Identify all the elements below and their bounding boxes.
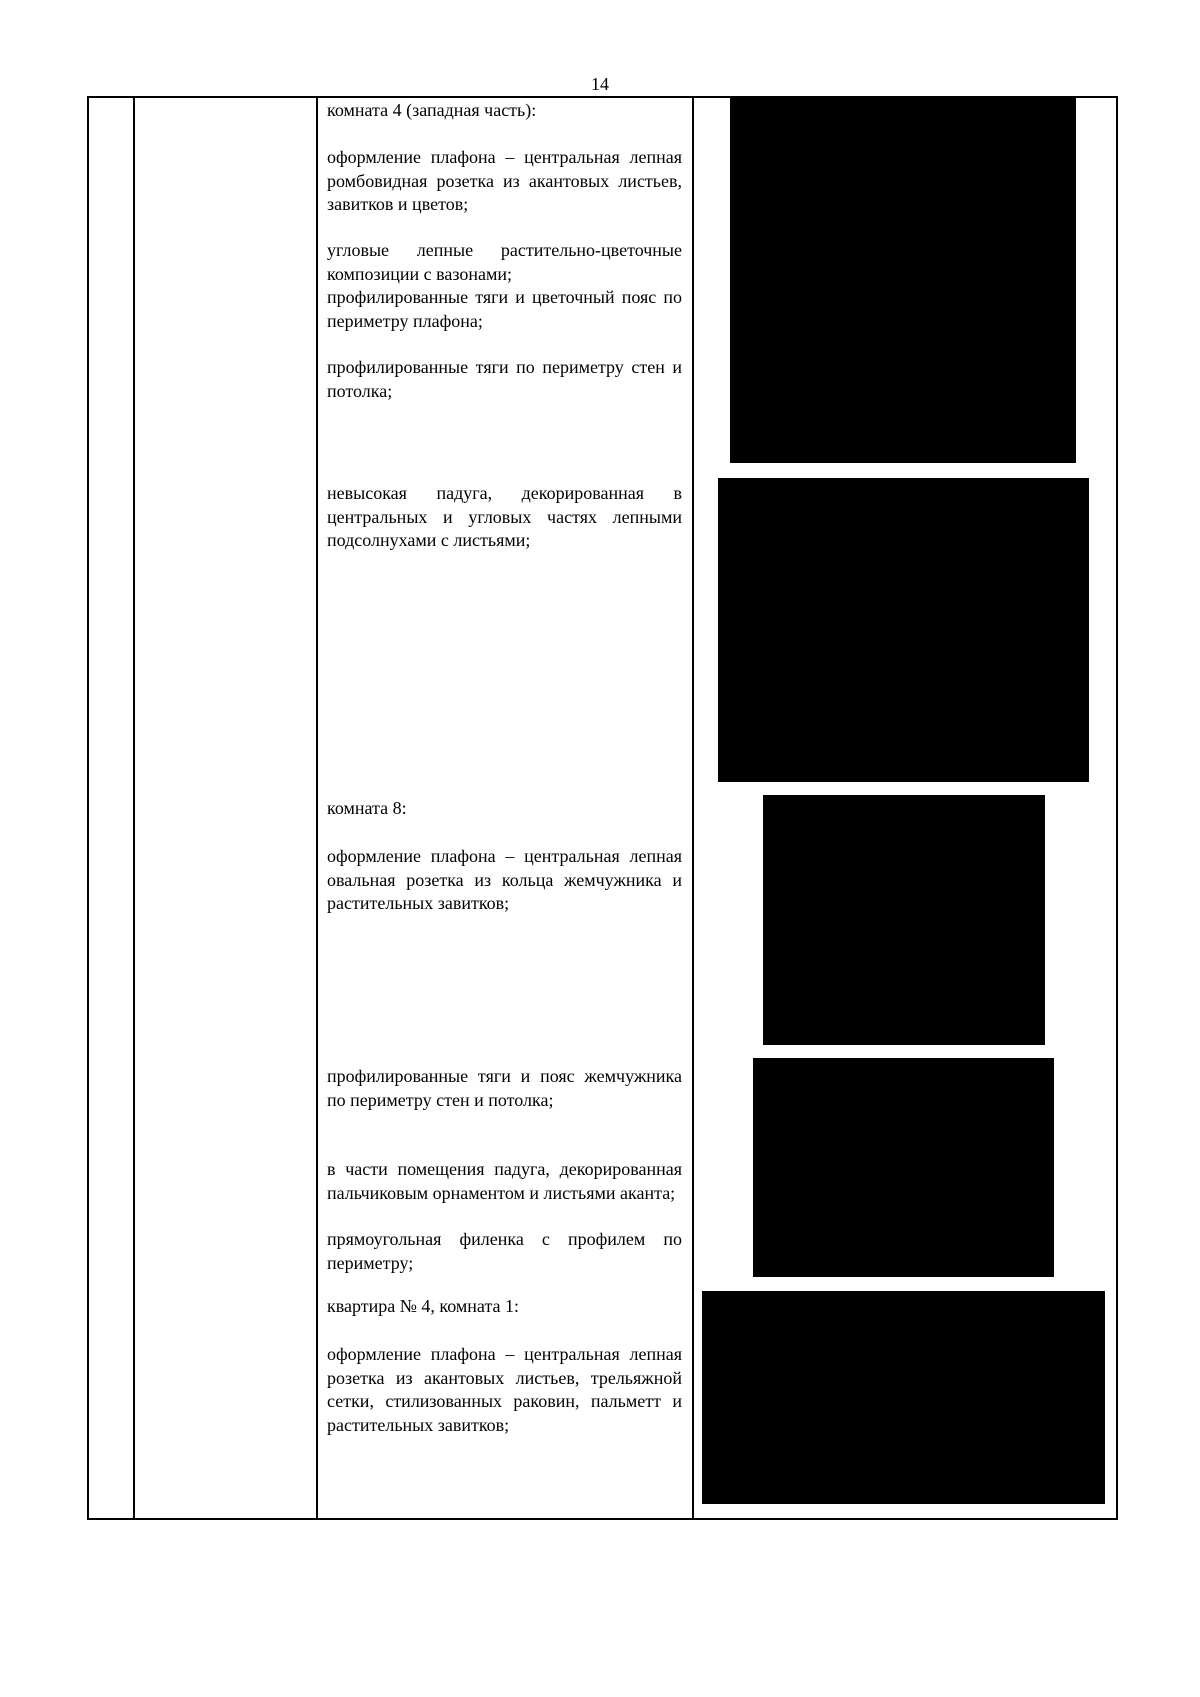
column-divider-3 [692, 96, 694, 1520]
description-paragraph: в части помещения падуга, декорированная пальчиковым орнаментом и листьями аканта; [327, 1159, 682, 1203]
redacted-photo [763, 795, 1045, 1045]
redacted-photo [702, 1291, 1105, 1504]
redacted-photo [730, 97, 1076, 463]
redacted-photo [753, 1058, 1054, 1277]
page-number: 14 [591, 74, 609, 94]
description-paragraph: оформление плафона – центральная лепная ромбовидная розетка из акантовых листьев, завитков и цветов; [327, 147, 682, 214]
room-heading: комната 8: [327, 798, 407, 818]
column-divider-2 [316, 96, 318, 1520]
room-heading: квартира № 4, комната 1: [327, 1296, 520, 1316]
description-paragraph: профилированные тяги и цветочный пояс по периметру плафона; [327, 287, 682, 331]
room-heading: комната 4 (западная часть): [327, 100, 537, 120]
description-paragraph: профилированные тяги по периметру стен и потолка; [327, 357, 682, 401]
description-paragraph: профилированные тяги и пояс жемчужника по периметру стен и потолка; [327, 1066, 682, 1110]
description-paragraph: угловые лепные растительно-цветочные композиции с вазонами; [327, 240, 682, 284]
description-paragraph: прямоугольная филенка с профилем по периметру; [327, 1229, 682, 1273]
column-divider-1 [133, 96, 135, 1520]
description-paragraph: оформление плафона – центральная лепная овальная розетка из кольца жемчужника и растительных завитков; [327, 846, 682, 913]
description-paragraph: невысокая падуга, декорированная в центральных и угловых частях лепными подсолнухами с листьями; [327, 483, 682, 550]
redacted-photo [718, 478, 1089, 782]
description-paragraph: оформление плафона – центральная лепная розетка из акантовых листьев, трельяжной сетки, стилизованных раковин, пальметт и растительных завитков; [327, 1344, 682, 1435]
